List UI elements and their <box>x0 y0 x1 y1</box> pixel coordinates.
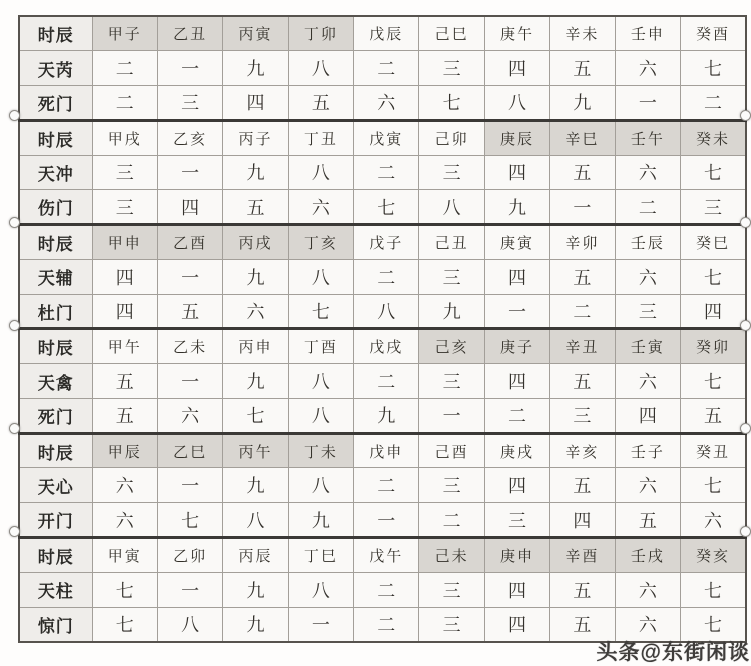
star-value-cell: 九 <box>223 468 288 503</box>
hour-cell: 癸酉 <box>681 16 746 51</box>
door-value-cell: 八 <box>288 398 353 433</box>
star-value-cell: 四 <box>484 468 549 503</box>
door-value-cell: 九 <box>223 607 288 642</box>
hour-cell: 癸丑 <box>681 433 746 468</box>
star-value-cell: 三 <box>419 155 484 190</box>
hour-cell: 乙卯 <box>157 537 222 572</box>
hour-row-label: 时辰 <box>19 225 92 260</box>
star-label: 天冲 <box>19 155 92 190</box>
door-row <box>19 398 746 433</box>
star-value-cell: 六 <box>92 468 157 503</box>
door-value-cell: 二 <box>92 86 157 121</box>
door-value-cell: 九 <box>419 294 484 329</box>
door-row <box>19 503 746 538</box>
hour-cell: 乙丑 <box>157 16 222 51</box>
hour-cell: 甲午 <box>92 329 157 364</box>
hour-row-label: 时辰 <box>19 329 92 364</box>
star-value-cell: 七 <box>681 468 746 503</box>
door-value-cell: 九 <box>484 190 549 225</box>
star-value-cell: 二 <box>354 572 419 607</box>
hour-cell: 壬午 <box>615 120 680 155</box>
hour-cell: 丙寅 <box>223 16 288 51</box>
door-label: 伤门 <box>19 190 92 225</box>
hour-cell: 壬子 <box>615 433 680 468</box>
door-value-cell: 三 <box>157 86 222 121</box>
star-value-cell: 三 <box>419 468 484 503</box>
hour-cell: 甲辰 <box>92 433 157 468</box>
star-value-cell: 二 <box>354 259 419 294</box>
hour-row <box>19 225 746 260</box>
star-value-cell: 三 <box>419 364 484 399</box>
hour-cell: 庚辰 <box>484 120 549 155</box>
hour-cell: 壬申 <box>615 16 680 51</box>
line-handle-icon <box>740 110 751 121</box>
star-value-cell: 四 <box>484 155 549 190</box>
hour-cell: 壬辰 <box>615 225 680 260</box>
line-handle-icon <box>740 526 751 537</box>
star-value-cell: 五 <box>550 259 615 294</box>
hour-row <box>19 433 746 468</box>
star-value-cell: 六 <box>615 155 680 190</box>
hour-cell: 庚寅 <box>484 225 549 260</box>
hour-cell: 丙戌 <box>223 225 288 260</box>
door-value-cell: 七 <box>288 294 353 329</box>
star-value-cell: 八 <box>288 364 353 399</box>
star-value-cell: 五 <box>550 364 615 399</box>
hour-cell: 乙未 <box>157 329 222 364</box>
door-value-cell: 八 <box>419 190 484 225</box>
star-value-cell: 一 <box>157 572 222 607</box>
hour-cell: 己酉 <box>419 433 484 468</box>
watermark-text: 头条@东街闲谈 <box>596 641 750 664</box>
star-value-cell: 七 <box>92 572 157 607</box>
hour-row-label: 时辰 <box>19 16 92 51</box>
door-value-cell: 六 <box>157 398 222 433</box>
hour-cell: 庚子 <box>484 329 549 364</box>
hour-cell: 己未 <box>419 537 484 572</box>
door-value-cell: 三 <box>419 607 484 642</box>
star-value-cell: 七 <box>681 572 746 607</box>
door-value-cell: 三 <box>92 190 157 225</box>
door-value-cell: 六 <box>681 503 746 538</box>
hour-cell: 丁丑 <box>288 120 353 155</box>
door-value-cell: 八 <box>223 503 288 538</box>
door-value-cell: 三 <box>681 190 746 225</box>
line-handle-icon <box>9 110 20 121</box>
hour-cell: 辛酉 <box>550 537 615 572</box>
star-value-cell: 九 <box>223 364 288 399</box>
star-value-cell: 二 <box>354 468 419 503</box>
hour-cell: 戊午 <box>354 537 419 572</box>
door-value-cell: 四 <box>681 294 746 329</box>
door-value-cell: 四 <box>157 190 222 225</box>
hour-cell: 己亥 <box>419 329 484 364</box>
star-value-cell: 五 <box>550 572 615 607</box>
door-value-cell: 五 <box>681 398 746 433</box>
hour-cell: 丁巳 <box>288 537 353 572</box>
star-value-cell: 七 <box>681 364 746 399</box>
door-value-cell: 六 <box>288 190 353 225</box>
hour-row <box>19 16 746 51</box>
hour-cell: 辛丑 <box>550 329 615 364</box>
hour-cell: 乙巳 <box>157 433 222 468</box>
star-label: 天柱 <box>19 572 92 607</box>
hour-cell: 己丑 <box>419 225 484 260</box>
line-handle-icon <box>740 320 751 331</box>
star-row <box>19 259 746 294</box>
door-row <box>19 86 746 121</box>
star-label: 天心 <box>19 468 92 503</box>
hour-row <box>19 329 746 364</box>
door-value-cell: 七 <box>157 503 222 538</box>
star-value-cell: 二 <box>354 155 419 190</box>
hour-row <box>19 537 746 572</box>
line-handle-icon <box>9 526 20 537</box>
hour-cell: 甲申 <box>92 225 157 260</box>
line-handle-icon <box>740 423 751 434</box>
door-value-cell: 四 <box>484 607 549 642</box>
door-row <box>19 294 746 329</box>
hour-cell: 丁亥 <box>288 225 353 260</box>
hour-cell: 己巳 <box>419 16 484 51</box>
door-value-cell: 二 <box>615 190 680 225</box>
door-value-cell: 七 <box>354 190 419 225</box>
door-value-cell: 五 <box>288 86 353 121</box>
door-value-cell: 四 <box>92 294 157 329</box>
star-value-cell: 六 <box>615 468 680 503</box>
star-value-cell: 七 <box>681 51 746 86</box>
door-value-cell: 八 <box>157 607 222 642</box>
door-value-cell: 二 <box>681 86 746 121</box>
hour-cell: 戊辰 <box>354 16 419 51</box>
star-value-cell: 六 <box>615 259 680 294</box>
hour-cell: 癸卯 <box>681 329 746 364</box>
star-value-cell: 三 <box>419 259 484 294</box>
star-value-cell: 四 <box>92 259 157 294</box>
door-label: 死门 <box>19 86 92 121</box>
door-value-cell: 一 <box>615 86 680 121</box>
door-value-cell: 九 <box>550 86 615 121</box>
hour-cell: 丁卯 <box>288 16 353 51</box>
door-label: 开门 <box>19 503 92 538</box>
door-value-cell: 六 <box>615 607 680 642</box>
door-value-cell: 六 <box>354 86 419 121</box>
hour-cell: 戊申 <box>354 433 419 468</box>
line-handle-icon <box>9 217 20 228</box>
star-row <box>19 572 746 607</box>
door-value-cell: 一 <box>419 398 484 433</box>
star-value-cell: 一 <box>157 259 222 294</box>
star-value-cell: 六 <box>615 572 680 607</box>
hour-cell: 丙辰 <box>223 537 288 572</box>
door-value-cell: 五 <box>92 398 157 433</box>
door-value-cell: 八 <box>354 294 419 329</box>
hour-cell: 庚午 <box>484 16 549 51</box>
star-row <box>19 155 746 190</box>
star-value-cell: 九 <box>223 572 288 607</box>
door-row <box>19 190 746 225</box>
line-handle-icon <box>740 217 751 228</box>
door-value-cell: 五 <box>550 607 615 642</box>
star-value-cell: 五 <box>550 468 615 503</box>
star-value-cell: 九 <box>223 51 288 86</box>
hour-cell: 庚戌 <box>484 433 549 468</box>
star-label: 天禽 <box>19 364 92 399</box>
door-value-cell: 二 <box>354 607 419 642</box>
door-label: 惊门 <box>19 607 92 642</box>
hour-row-label: 时辰 <box>19 120 92 155</box>
star-value-cell: 一 <box>157 364 222 399</box>
hour-cell: 丙子 <box>223 120 288 155</box>
door-value-cell: 四 <box>550 503 615 538</box>
hour-row-label: 时辰 <box>19 433 92 468</box>
hour-cell: 乙酉 <box>157 225 222 260</box>
door-value-cell: 六 <box>223 294 288 329</box>
star-value-cell: 五 <box>92 364 157 399</box>
door-value-cell: 四 <box>615 398 680 433</box>
star-label: 天芮 <box>19 51 92 86</box>
hour-cell: 甲子 <box>92 16 157 51</box>
hour-cell: 戊寅 <box>354 120 419 155</box>
star-value-cell: 二 <box>92 51 157 86</box>
star-value-cell: 八 <box>288 259 353 294</box>
door-label: 死门 <box>19 398 92 433</box>
star-value-cell: 八 <box>288 572 353 607</box>
star-value-cell: 五 <box>550 155 615 190</box>
door-value-cell: 五 <box>157 294 222 329</box>
door-value-cell: 二 <box>484 398 549 433</box>
door-value-cell: 一 <box>484 294 549 329</box>
hour-cell: 甲戌 <box>92 120 157 155</box>
hour-cell: 乙亥 <box>157 120 222 155</box>
door-value-cell: 七 <box>223 398 288 433</box>
star-value-cell: 六 <box>615 364 680 399</box>
star-value-cell: 一 <box>157 155 222 190</box>
door-value-cell: 一 <box>288 607 353 642</box>
hour-cell: 壬戌 <box>615 537 680 572</box>
star-label: 天辅 <box>19 259 92 294</box>
hour-cell: 丙申 <box>223 329 288 364</box>
hour-cell: 辛巳 <box>550 120 615 155</box>
door-value-cell: 七 <box>681 607 746 642</box>
hour-cell: 癸亥 <box>681 537 746 572</box>
hour-cell: 己卯 <box>419 120 484 155</box>
hour-cell: 丁酉 <box>288 329 353 364</box>
door-value-cell: 四 <box>223 86 288 121</box>
door-value-cell: 一 <box>550 190 615 225</box>
door-value-cell: 七 <box>419 86 484 121</box>
hour-cell: 戊子 <box>354 225 419 260</box>
line-handle-icon <box>9 320 20 331</box>
star-row <box>19 364 746 399</box>
star-value-cell: 八 <box>288 468 353 503</box>
star-value-cell: 一 <box>157 51 222 86</box>
door-value-cell: 九 <box>288 503 353 538</box>
star-value-cell: 五 <box>550 51 615 86</box>
door-value-cell: 二 <box>419 503 484 538</box>
star-row <box>19 468 746 503</box>
hour-cell: 庚申 <box>484 537 549 572</box>
star-value-cell: 八 <box>288 51 353 86</box>
door-value-cell: 八 <box>484 86 549 121</box>
star-value-cell: 九 <box>223 155 288 190</box>
door-value-cell: 三 <box>484 503 549 538</box>
hour-cell: 癸未 <box>681 120 746 155</box>
door-value-cell: 五 <box>615 503 680 538</box>
hour-cell: 辛亥 <box>550 433 615 468</box>
star-value-cell: 九 <box>223 259 288 294</box>
star-row <box>19 51 746 86</box>
door-value-cell: 五 <box>223 190 288 225</box>
star-value-cell: 六 <box>615 51 680 86</box>
star-value-cell: 四 <box>484 259 549 294</box>
hour-cell: 戊戌 <box>354 329 419 364</box>
door-label: 杜门 <box>19 294 92 329</box>
hour-cell: 辛未 <box>550 16 615 51</box>
star-value-cell: 七 <box>681 155 746 190</box>
door-value-cell: 三 <box>615 294 680 329</box>
star-value-cell: 八 <box>288 155 353 190</box>
hour-cell: 甲寅 <box>92 537 157 572</box>
door-value-cell: 二 <box>550 294 615 329</box>
hour-row-label: 时辰 <box>19 537 92 572</box>
hour-row <box>19 120 746 155</box>
star-value-cell: 七 <box>681 259 746 294</box>
star-value-cell: 二 <box>354 51 419 86</box>
door-value-cell: 七 <box>92 607 157 642</box>
hour-cell: 丙午 <box>223 433 288 468</box>
door-value-cell: 一 <box>354 503 419 538</box>
star-value-cell: 三 <box>92 155 157 190</box>
qimen-hour-chart-table <box>18 15 747 643</box>
door-value-cell: 九 <box>354 398 419 433</box>
star-value-cell: 四 <box>484 572 549 607</box>
line-handle-icon <box>9 423 20 434</box>
door-value-cell: 三 <box>550 398 615 433</box>
star-value-cell: 三 <box>419 51 484 86</box>
hour-cell: 辛卯 <box>550 225 615 260</box>
star-value-cell: 四 <box>484 364 549 399</box>
hour-cell: 丁未 <box>288 433 353 468</box>
hour-cell: 壬寅 <box>615 329 680 364</box>
star-value-cell: 二 <box>354 364 419 399</box>
hour-cell: 癸巳 <box>681 225 746 260</box>
door-value-cell: 六 <box>92 503 157 538</box>
star-value-cell: 四 <box>484 51 549 86</box>
star-value-cell: 三 <box>419 572 484 607</box>
star-value-cell: 一 <box>157 468 222 503</box>
